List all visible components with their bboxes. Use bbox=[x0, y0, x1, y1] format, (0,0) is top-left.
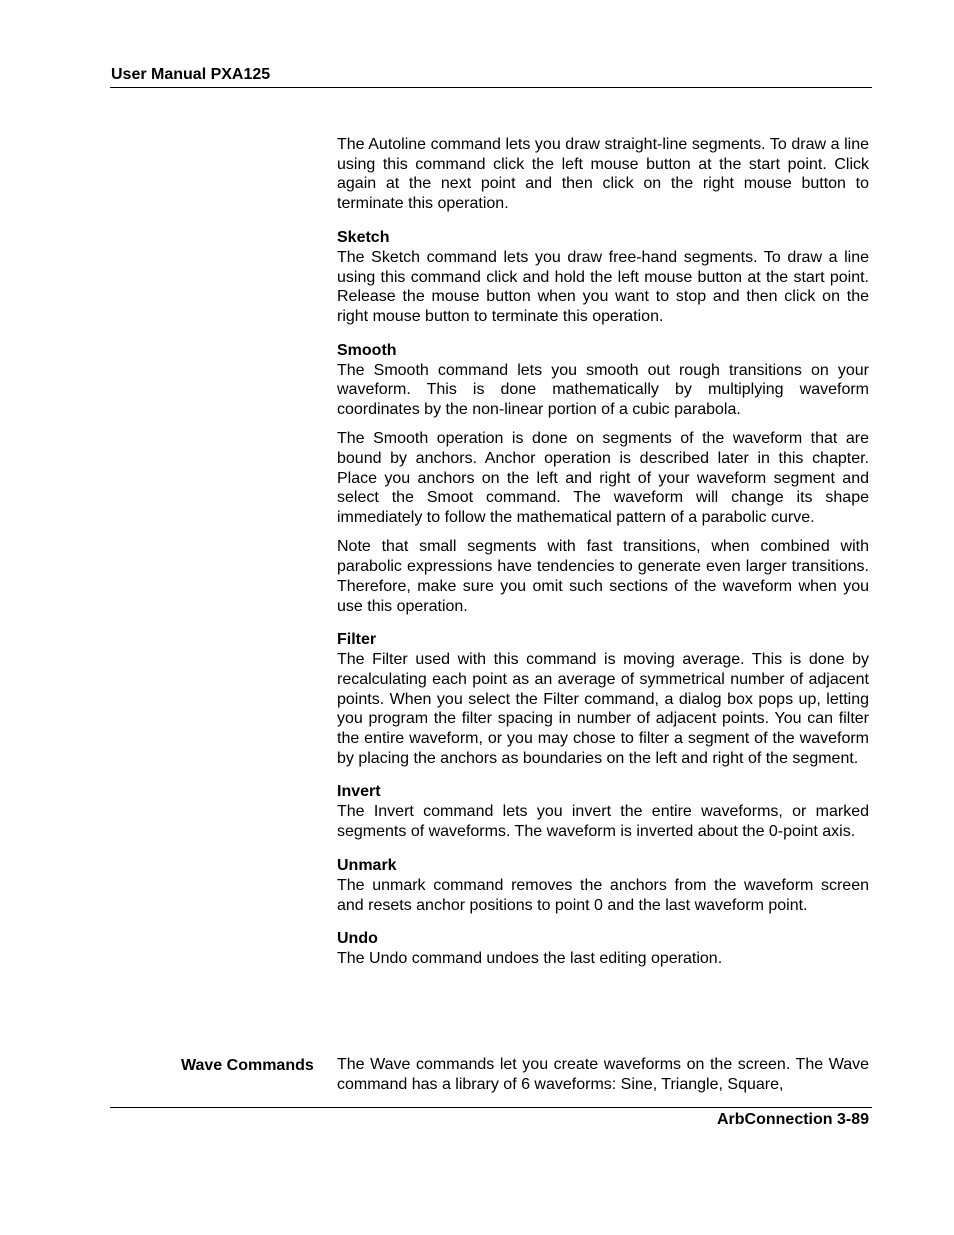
wave-commands-heading: Wave Commands bbox=[181, 1057, 314, 1074]
section-heading: Filter bbox=[337, 631, 377, 649]
section-sketch bbox=[337, 228, 869, 327]
section-paragraph: The Invert command lets you invert the entire waveforms, or marked segments of waveforms. The waveform is inverted about the 0-point axis. bbox=[337, 803, 869, 841]
section-heading: Invert bbox=[337, 783, 381, 801]
header-rule bbox=[110, 87, 872, 88]
section-heading: Smooth bbox=[337, 341, 397, 359]
section-heading: Undo bbox=[337, 930, 378, 948]
page-footer: ArbConnection 3-89 bbox=[716, 1111, 869, 1128]
section-paragraph: The Sketch command lets you draw free-hand segments. To draw a line using this command click and hold the left mouse button at the start point. Release the mouse button when you want to stop and then click on the right mouse button to terminate this operation. bbox=[337, 248, 869, 325]
section-smooth bbox=[337, 341, 869, 617]
section-filter bbox=[337, 630, 869, 768]
section-invert bbox=[337, 782, 869, 841]
section-paragraph: The unmark command removes the anchors from the waveform screen and resets anchor positions to point 0 and the last waveform point. bbox=[337, 876, 869, 914]
section-paragraph: Note that small segments with fast transitions, when combined with parabolic expressions have tendencies to generate even larger transitions. Therefore, make sure you omit such sections of the waveform when you use this operation. bbox=[337, 538, 869, 615]
section-undo bbox=[337, 929, 869, 969]
footer-rule bbox=[110, 1107, 872, 1108]
section-unmark bbox=[337, 856, 869, 915]
wave-commands-paragraph: The Wave commands let you create waveforms on the screen. The Wave command has a library of 6 waveforms: Sine, Triangle, Square, bbox=[337, 1056, 869, 1093]
section-paragraph: The Smooth operation is done on segments of the waveform that are bound by anchors. Anchor operation is described later in this chapter. Place you anchors on the left and right of your waveform segment and select the Smoot command. The waveform will change its shape immediately to follow the mathematical pattern of a parabolic curve. bbox=[337, 430, 869, 527]
section-paragraph: The Filter used with this command is moving average. This is done by recalculating each point as an average of symmetrical number of adjacent points. When you select the Filter command, a dialog box pops up, letting you program the filter spacing in number of adjacent points. You can filter the entire waveform, or you may chose to filter a segment of the waveform by placing the anchors as boundaries on the left and right of the segment. bbox=[337, 651, 869, 767]
section-heading: Unmark bbox=[337, 856, 397, 874]
intro-paragraph: The Autoline command lets you draw straight-line segments. To draw a line using this command click the left mouse button at the start point. Click again at the next point and then click on the right mouse button to terminate this operation. bbox=[337, 136, 869, 213]
section-heading: Sketch bbox=[337, 228, 390, 246]
page-header-title: User Manual PXA125 bbox=[111, 66, 271, 83]
sections bbox=[337, 228, 869, 969]
section-paragraph: The Undo command undoes the last editing operation. bbox=[337, 950, 723, 968]
body-column bbox=[337, 135, 869, 983]
section-paragraph: The Smooth command lets you smooth out rough transitions on your waveform. This is done mathematically by multiplying waveform coordinates by the non-linear portion of a cubic parabola. bbox=[337, 361, 869, 419]
